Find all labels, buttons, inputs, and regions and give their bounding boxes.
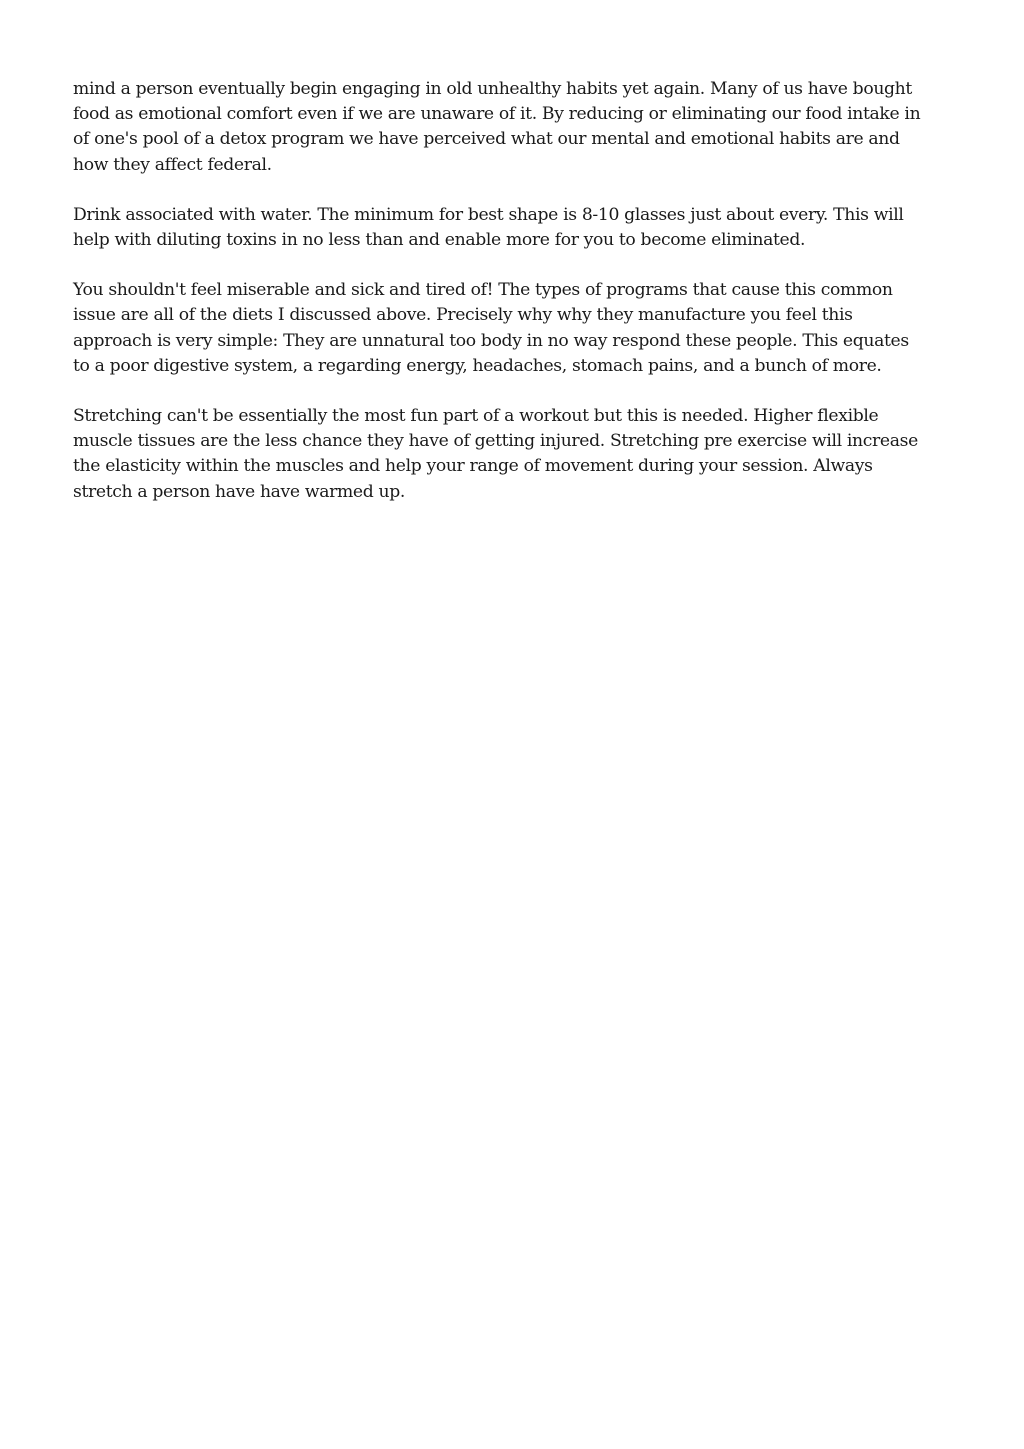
text-line: the elasticity within the muscles and help your range of movement during your session. Always [73,456,873,477]
text-line: issue are all of the diets I discussed above. Precisely why why they manufacture you feel this [73,305,853,326]
text-line: muscle tissues are the less chance they have of getting injured. Stretching pre exercise will increase [73,431,918,452]
paragraph-2 [73,203,953,253]
text-line: to a poor digestive system, a regarding energy, headaches, stomach pains, and a bunch of more. [73,355,882,376]
paragraph-1 [73,77,953,178]
text-line: stretch a person have have warmed up. [73,481,406,502]
document-body [73,77,953,530]
text-line: of one's pool of a detox program we have perceived what our mental and emotional habits are and [73,129,900,150]
text-line: help with diluting toxins in no less than and enable more for you to become eliminated. [73,230,806,251]
text-line: how they affect federal. [73,154,272,175]
text-line: food as emotional comfort even if we are unaware of it. By reducing or eliminating our food intake in [73,104,921,125]
paragraph-4 [73,404,953,505]
text-line: Stretching can't be essentially the most fun part of a workout but this is needed. Higher flexible [73,406,879,427]
text-line: You shouldn't feel miserable and sick and tired of! The types of programs that cause this common [73,280,893,301]
text-line: mind a person eventually begin engaging in old unhealthy habits yet again. Many of us have bought [73,79,912,99]
text-line: approach is very simple: They are unnatural too body in no way respond these people. This equates [73,330,909,351]
text-line: Drink associated with water. The minimum for best shape is 8-10 glasses just about every. This will [73,204,904,225]
paragraph-3 [73,278,953,379]
